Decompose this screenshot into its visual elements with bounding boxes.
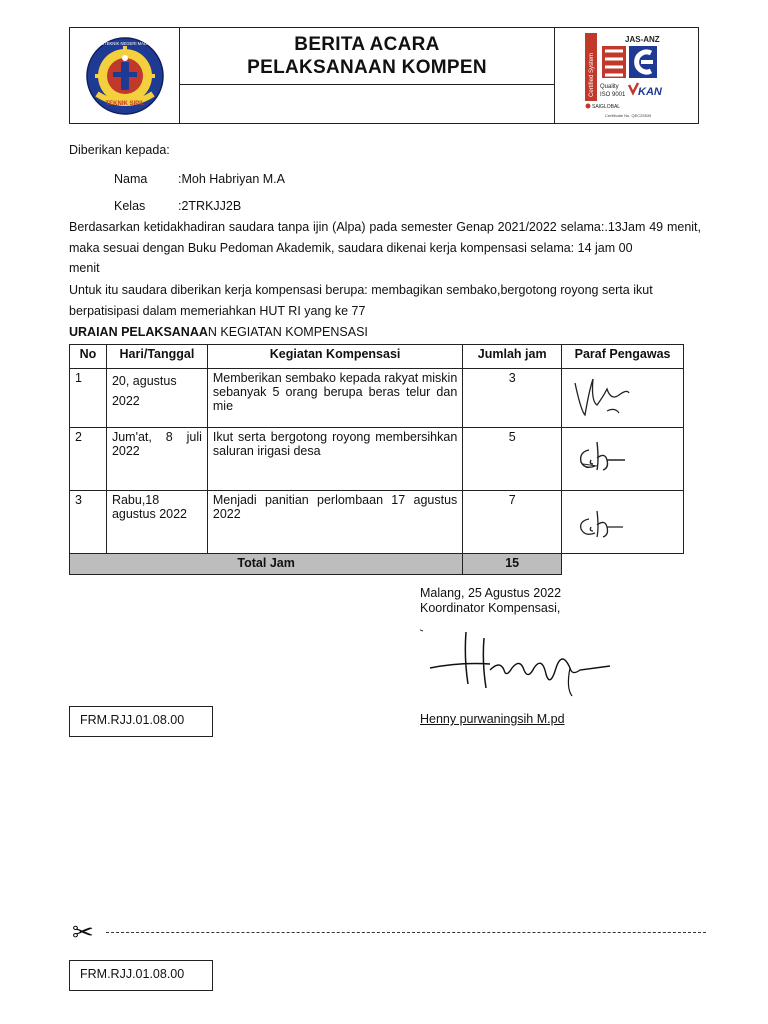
row-date: Rabu,18 agustus 2022 <box>106 491 207 554</box>
row-date: Jum'at, 8 juli 2022 <box>106 428 207 491</box>
row-signature <box>562 369 684 428</box>
paragraph-task <box>69 280 701 321</box>
certification-cell <box>555 28 698 123</box>
paragraph-task-last: berpatisipasi dalam memeriahkan HUT RI yang ke 77 <box>69 303 366 318</box>
name-label: Nama <box>114 172 148 186</box>
signature-icon <box>567 493 637 543</box>
sai-global-text: SAIGLOBAL <box>592 104 621 110</box>
kan-text: KAN <box>638 86 662 98</box>
document-header <box>69 27 699 124</box>
intro-text: Diberikan kepada: <box>69 143 170 157</box>
table-row <box>70 369 684 428</box>
class-value: :2TRKJJ2B <box>178 199 242 213</box>
coordinator-name: Henny purwaningsih M.pd <box>420 712 565 726</box>
polinema-logo-icon <box>85 36 165 116</box>
header-no: No <box>70 345 107 369</box>
form-code-box: FRM.RJJ.01.08.00 <box>69 706 213 737</box>
row-activity: Memberikan sembako kepada rakyat miskin sebanyak 5 orang berupa beras telur dan mie <box>207 369 462 428</box>
compensation-table <box>69 344 684 575</box>
row-hours: 7 <box>463 491 562 554</box>
header-hours: Jumlah jam <box>463 345 562 369</box>
iso-text: ISO 9001 <box>600 92 626 98</box>
jas-anz-text: JAS-ANZ <box>625 35 660 44</box>
form-code-box-bottom: FRM.RJJ.01.08.00 <box>69 960 213 991</box>
logo-text-top: POLITEKNIK NEGERI MALANG <box>94 41 156 46</box>
row-hours: 3 <box>463 369 562 428</box>
total-empty <box>562 554 684 575</box>
row-no: 1 <box>70 369 107 428</box>
row-no: 2 <box>70 428 107 491</box>
class-label: Kelas <box>114 199 146 213</box>
section-title-bold: URAIAN PELAKSANAA <box>69 325 208 339</box>
table-row <box>70 428 684 491</box>
paragraph-task-text: Untuk itu saudara diberikan kerja kompensasi berupa: membagikan sembako,bergotong royong serta ikut <box>69 283 653 297</box>
cut-line-divider <box>106 932 706 933</box>
signature-icon <box>567 430 637 480</box>
total-row <box>70 554 684 575</box>
signature-icon <box>567 371 637 421</box>
paragraph-absence-last: menit <box>69 261 100 275</box>
total-label: Total Jam <box>70 554 463 575</box>
row-signature <box>562 491 684 554</box>
header-date: Hari/Tanggal <box>106 345 207 369</box>
section-title <box>69 322 368 342</box>
logo-cell <box>70 28 180 123</box>
header-activity: Kegiatan Kompensasi <box>207 345 462 369</box>
certified-system-text: Certified System <box>589 52 595 97</box>
coordinator-signature-icon <box>420 628 620 698</box>
paragraph-absence <box>69 217 701 279</box>
logo-text-bottom: TEKNIK SIPIL <box>105 101 145 107</box>
title-subcell <box>180 85 555 123</box>
certificate-number-text: Certificate No. QEC25539 <box>605 113 652 118</box>
signature-role: Koordinator Kompensasi, <box>420 601 561 615</box>
signature-place-date: Malang, 25 Agustus 2022 <box>420 586 562 600</box>
row-activity: Menjadi panitian perlombaan 17 agustus 2022 <box>207 491 462 554</box>
table-header-row <box>70 345 684 369</box>
paragraph-absence-text: Berdasarkan ketidakhadiran saudara tanpa ijin (Alpa) pada semester Genap 2021/2022 selama:.13Jam 49 menit, maka sesuai dengan Buku Pedoman Akademik, saudara dikenai kerja kompensasi selama: 14 jam 00 <box>69 220 701 255</box>
total-value: 15 <box>463 554 562 575</box>
name-value: :Moh Habriyan M.A <box>178 172 285 186</box>
row-signature <box>562 428 684 491</box>
row-date: 20, agustus 2022 <box>106 369 207 428</box>
table-row <box>70 491 684 554</box>
row-activity: Ikut serta bergotong royong membersihkan saluran irigasi desa <box>207 428 462 491</box>
row-hours: 5 <box>463 428 562 491</box>
scissors-icon: ✂ <box>72 917 94 947</box>
section-title-rest: N KEGIATAN KOMPENSASI <box>207 325 368 339</box>
quality-text: Quality <box>600 84 619 90</box>
document-title-line1: BERITA ACARA <box>294 34 440 55</box>
document-title-line2: PELAKSANAAN KOMPEN <box>247 57 487 78</box>
header-signature: Paraf Pengawas <box>562 345 684 369</box>
certification-logo-icon <box>585 33 667 121</box>
title-cell <box>180 28 555 85</box>
row-no: 3 <box>70 491 107 554</box>
